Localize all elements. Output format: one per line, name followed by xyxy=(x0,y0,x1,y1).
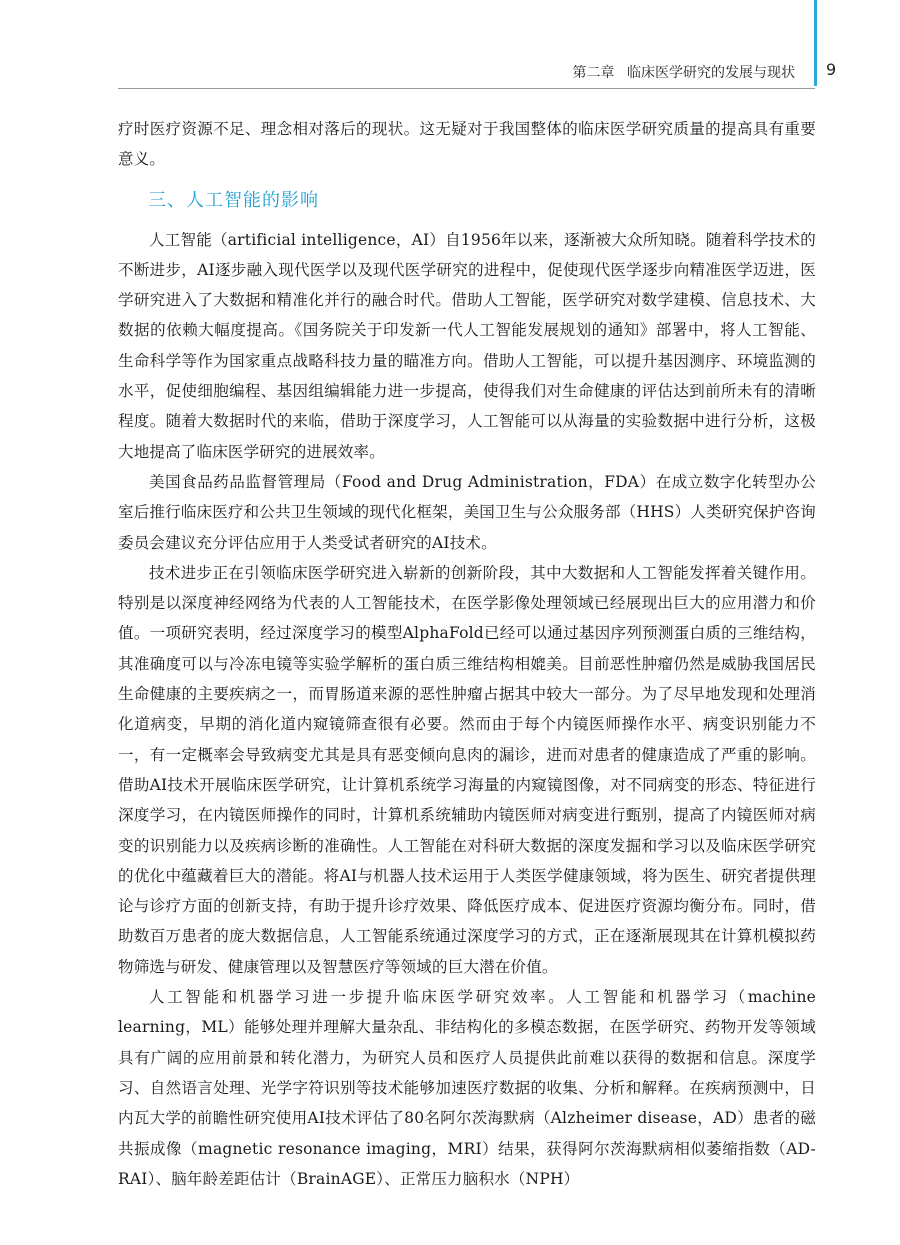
paragraph-technology: 技术进步正在引领临床医学研究进入崭新的创新阶段，其中大数据和人工智能发挥着关键作用。特别是以深度神经网络为代表的人工智能技术，在医学影像处理领域已经展现出巨大的应用潜力和价值。一项研究表明，经过深度学习的模型AlphaFold已经可以通过基因序列预测蛋白质的三维结构，其准确度可以与冷冻电镜等实验学解析的蛋白质三维结构相媲美。目前恶性肿瘤仍然是威胁我国居民生命健康的主要疾病之一，而胃肠道来源的恶性肿瘤占据其中较大一部分。为了尽早地发现和处理消化道病变，早期的消化道内窥镜筛查很有必要。然而由于每个内镜医师操作水平、病变识别能力不一，有一定概率会导致病变尤其是具有恶变倾向息肉的漏诊，进而对患者的健康造成了严重的影响。借助AI技术开展临床医学研究，让计算机系统学习海量的内窥镜图像，对不同病变的形态、特征进行深度学习，在内镜医师操作的同时，计算机系统辅助内镜医师对病变进行甄别，提高了内镜医师对病变的识别能力以及疾病诊断的准确性。人工智能在对科研大数据的深度发掘和学习以及临床医学研究的优化中蕴藏着巨大的潜能。将AI与机器人技术运用于人类医学健康领域，将为医生、研究者提供理论与诊疗方面的创新支持，有助于提升诊疗效果、降低医疗成本、促进医疗资源均衡分布。同时，借助数百万患者的庞大数据信息，人工智能系统通过深度学习的方式，正在逐渐展现其在计算机模拟药物筛选与研发、健康管理以及智慧医疗等领域的巨大潜在价值。 xyxy=(118,563,816,976)
paragraph-fda: 美国食品药品监督管理局（Food and Drug Administration，FDA）在成立数字化转型办公室后推行临床医疗和公共卫生领域的现代化框架，美国卫生与公众服务部（HHS）人类研究保护咨询委员会建议充分评估应用于人类受试者研究的AI技术。 xyxy=(118,472,816,552)
page-number: 9 xyxy=(826,60,837,79)
continued-paragraph: 疗时医疗资源不足、理念相对落后的现状。这无疑对于我国整体的临床医学研究质量的提高具有重要意义。 xyxy=(118,120,816,169)
header-rule xyxy=(118,88,815,89)
header-accent-bar xyxy=(814,0,817,86)
paragraph-machine-learning: 人工智能和机器学习进一步提升临床医学研究效率。人工智能和机器学习（machine learning，ML）能够处理并理解大量杂乱、非结构化的多模态数据，在医学研究、药物开发等领域具有广阔的应用前景和转化潜力，为研究人员和医疗人员提供此前难以获得的数据和信息。深度学习、自然语言处理、光学字符识别等技术能够加速医疗数据的收集、分析和解释。在疾病预测中，日内瓦大学的前瞻性研究使用AI技术评估了80名阿尔茨海默病（Alzheimer disease，AD）患者的磁共振成像（magnetic resonance imaging，MRI）结果，获得阿尔茨海默病相似萎缩指数（AD-RAI）、脑年龄差距估计（BrainAGE）、正常压力脑积水（NPH） xyxy=(118,988,816,1188)
running-header xyxy=(573,62,795,82)
chapter-number: 第二章 xyxy=(572,65,615,81)
page-body xyxy=(118,114,816,1194)
section-heading: 三、人工智能的影响 xyxy=(148,189,319,211)
chapter-title: 临床医学研究的发展与现状 xyxy=(627,65,795,81)
paragraph-ai-intro: 人工智能（artificial intelligence，AI）自1956年以来，逐渐被大众所知晓。随着科学技术的不断进步，AI逐步融入现代医学以及现代医学研究的进程中，促使现代医学逐步向精准医学迈进，医学研究进入了大数据和精准化并行的融合时代。借助人工智能，医学研究对数学建模、信息技术、大数据的依赖大幅度提高。《国务院关于印发新一代人工智能发展规划的通知》部署中，将人工智能、生命科学等作为国家重点战略科技力量的瞄准方向。借助人工智能，可以提升基因测序、环境监测的水平，促使细胞编程、基因组编辑能力进一步提高，使得我们对生命健康的评估达到前所未有的清晰程度。随着大数据时代的来临，借助于深度学习，人工智能可以从海量的实验数据中进行分析，这极大地提高了临床医学研究的进展效率。 xyxy=(118,230,816,461)
